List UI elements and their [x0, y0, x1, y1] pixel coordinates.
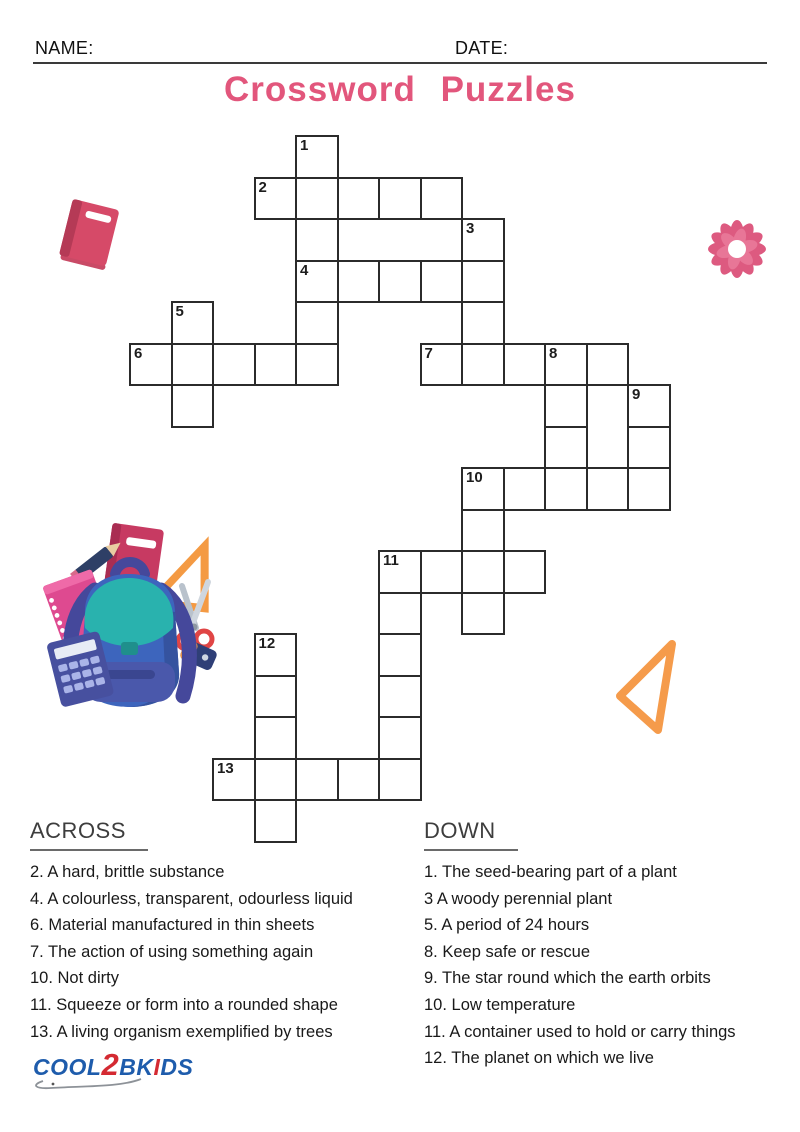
clue-item: 2. A hard, brittle substance: [30, 863, 225, 881]
grid-cell[interactable]: [171, 343, 215, 387]
clue-item: 12. The planet on which we live: [424, 1049, 654, 1068]
grid-cell[interactable]: [627, 426, 671, 470]
grid-cell[interactable]: [503, 467, 547, 511]
cell-number: 3: [466, 220, 475, 237]
grid-cell[interactable]: [378, 758, 422, 802]
grid-cell-12[interactable]: [254, 633, 298, 677]
cell-number: 5: [175, 303, 184, 320]
grid-cell[interactable]: [378, 675, 422, 719]
grid-cell-2[interactable]: [254, 177, 298, 221]
cell-number: 6: [134, 344, 143, 362]
grid-cell[interactable]: [378, 716, 422, 760]
clue-item: 4. A colourless, transparent, odourless liquid: [30, 889, 353, 908]
grid-cell-4[interactable]: [295, 260, 339, 304]
logo-letter: I: [153, 1054, 161, 1080]
grid-cell[interactable]: [254, 343, 298, 387]
logo-letter: 2: [101, 1047, 120, 1082]
grid-cell[interactable]: [295, 343, 339, 387]
clue-item: 13. A living organism exemplified by trees: [30, 1022, 333, 1041]
cell-number: 1: [300, 137, 309, 154]
clue-item: 11. Squeeze or form into a rounded shape: [30, 995, 338, 1014]
grid-cell[interactable]: [461, 343, 505, 387]
grid-cell[interactable]: [461, 509, 505, 553]
logo-letter: BK: [119, 1054, 154, 1080]
grid-cell[interactable]: [295, 177, 339, 221]
grid-cell[interactable]: [586, 343, 630, 387]
grid-cell-11[interactable]: [378, 550, 422, 594]
grid-cell[interactable]: [420, 550, 464, 594]
backpack-icon: [35, 510, 220, 710]
cell-number: 12: [258, 635, 276, 652]
cell-number: 9: [632, 386, 641, 403]
across-section: [30, 818, 425, 1045]
clue-item: 7. The action of using something again: [30, 942, 314, 961]
grid-cell[interactable]: [254, 758, 298, 802]
grid-cell-5[interactable]: [171, 301, 215, 345]
cell-number: 13: [217, 759, 234, 777]
book-icon: [54, 198, 126, 278]
cell-number: 8: [549, 344, 558, 362]
grid-cell[interactable]: [171, 384, 215, 428]
logo-letter: DS: [160, 1054, 194, 1080]
grid-cell[interactable]: [544, 467, 588, 511]
across-header: ACROSS: [30, 818, 148, 851]
triangle-ruler-icon: [612, 638, 688, 738]
grid-cell[interactable]: [337, 758, 381, 802]
grid-cell[interactable]: [254, 716, 298, 760]
grid-cell[interactable]: [378, 592, 422, 636]
grid-cell[interactable]: [627, 467, 671, 511]
flower-icon: [706, 218, 768, 280]
clue-item: 3 A woody perennial plant: [424, 889, 613, 908]
date-label: DATE:: [455, 38, 509, 58]
clue-item: 11. A container used to hold or carry things: [424, 1022, 736, 1041]
logo-letter: COOL: [33, 1054, 102, 1080]
grid-cell-9[interactable]: [627, 384, 671, 428]
clue-item: 1. The seed-bearing part of a plant: [424, 863, 677, 881]
grid-cell[interactable]: [378, 177, 422, 221]
grid-cell[interactable]: [503, 343, 547, 387]
across-clue-list: [30, 859, 425, 1045]
grid-cell[interactable]: [420, 260, 464, 304]
crossword-grid: [129, 135, 697, 845]
grid-cell[interactable]: [461, 301, 505, 345]
grid-cell[interactable]: [544, 384, 588, 428]
clue-item: 5. A period of 24 hours: [424, 916, 590, 935]
cell-number: 10: [466, 469, 483, 486]
grid-cell[interactable]: [378, 633, 422, 677]
cell-number: 7: [424, 344, 433, 362]
cell-number: 4: [300, 261, 309, 279]
cool2bkids-logo: [33, 1047, 194, 1089]
clue-item: 10. Not dirty: [30, 969, 119, 988]
grid-cell[interactable]: [503, 550, 547, 594]
grid-cell[interactable]: [544, 426, 588, 470]
grid-cell-8[interactable]: [544, 343, 588, 387]
grid-cell[interactable]: [337, 177, 381, 221]
grid-cell[interactable]: [295, 301, 339, 345]
grid-cell-10[interactable]: [461, 467, 505, 511]
grid-cell[interactable]: [461, 592, 505, 636]
grid-cell-1[interactable]: [295, 135, 339, 179]
name-date-writing-line[interactable]: [33, 62, 767, 64]
grid-cell-3[interactable]: [461, 218, 505, 262]
cell-number: 2: [258, 178, 267, 196]
clue-item: 6. Material manufactured in thin sheets: [30, 916, 315, 935]
grid-cell[interactable]: [586, 467, 630, 511]
grid-cell-13[interactable]: [212, 758, 256, 802]
grid-cell[interactable]: [295, 758, 339, 802]
name-label: NAME:: [35, 38, 94, 58]
grid-cell[interactable]: [254, 675, 298, 719]
clue-item: 10. Low temperature: [424, 995, 576, 1014]
grid-cell[interactable]: [420, 177, 464, 221]
clue-item: 9. The star round which the earth orbits: [424, 969, 711, 988]
grid-cell[interactable]: [212, 343, 256, 387]
down-clue-list: [424, 859, 794, 1072]
grid-cell[interactable]: [461, 550, 505, 594]
down-section: [424, 818, 794, 1072]
grid-cell[interactable]: [461, 260, 505, 304]
cell-number: 11: [383, 552, 399, 569]
grid-cell[interactable]: [378, 260, 422, 304]
grid-cell-6[interactable]: [129, 343, 173, 387]
page-title: Crossword Puzzles: [224, 70, 576, 109]
grid-cell-7[interactable]: [420, 343, 464, 387]
grid-cell[interactable]: [337, 260, 381, 304]
clue-item: 8. Keep safe or rescue: [424, 942, 591, 961]
logo-swoosh: [29, 1075, 153, 1091]
down-header: DOWN: [424, 818, 518, 851]
grid-cell[interactable]: [295, 218, 339, 262]
